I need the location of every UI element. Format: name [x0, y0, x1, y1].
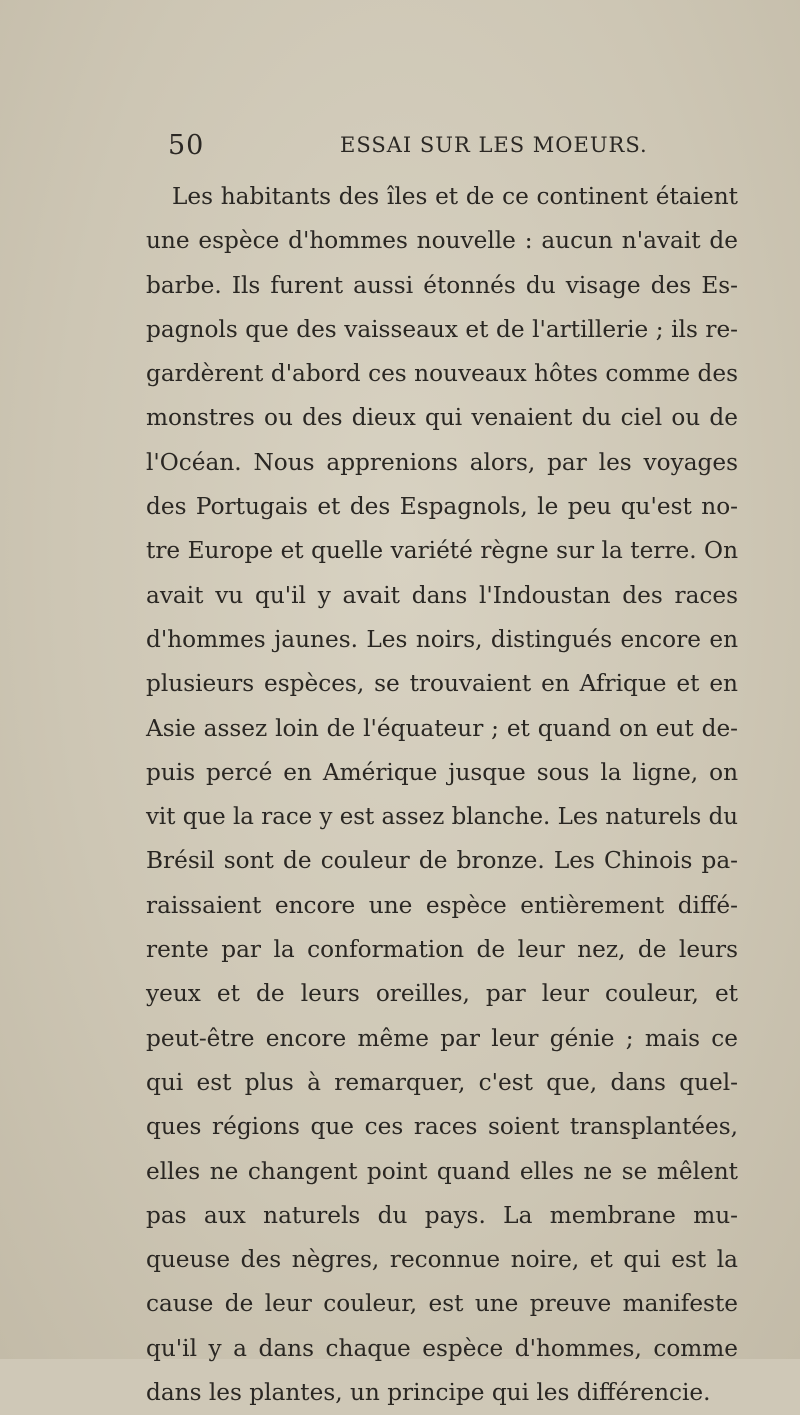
text-line: monstres ou des dieux qui venaient du ciel ou de — [146, 404, 738, 432]
text-line: rente par la conformation de leur nez, de leurs — [146, 936, 738, 964]
body-text — [146, 175, 738, 1415]
text-line: queuse des nègres, reconnue noire, et qui est la — [146, 1246, 738, 1274]
text-line: pas aux naturels du pays. La membrane mu- — [146, 1201, 738, 1229]
running-head — [168, 130, 648, 170]
text-line: gardèrent d'abord ces nouveaux hôtes comme des — [146, 360, 738, 388]
text-line: une espèce d'hommes nouvelle : aucun n'avait de — [146, 227, 738, 255]
running-title: ESSAI SUR LES MOEURS. — [340, 133, 648, 157]
text-line: Brésil sont de couleur de bronze. Les Chinois pa- — [146, 847, 738, 875]
text-line: barbe. Ils furent aussi étonnés du visage des Es- — [146, 271, 738, 299]
text-line: Asie assez loin de l'équateur ; et quand on eut de- — [146, 714, 738, 742]
text-line: cause de leur couleur, est une preuve manifeste — [146, 1290, 738, 1318]
text-line: d'hommes jaunes. Les noirs, distingués encore en — [146, 625, 738, 653]
text-line: dans les plantes, un principe qui les différencie. — [146, 1379, 711, 1407]
text-line: qu'il y a dans chaque espèce d'hommes, comme — [146, 1334, 738, 1362]
text-line: vit que la race y est assez blanche. Les naturels du — [146, 804, 738, 831]
text-line: yeux et de leurs oreilles, par leur couleur, et — [146, 980, 738, 1008]
text-line: qui est plus à remarquer, c'est que, dans quel- — [146, 1068, 738, 1096]
text-line: Les habitants des îles et de ce continent étaient — [172, 183, 738, 210]
text-line: elles ne changent point quand elles ne se mêlent — [146, 1157, 738, 1185]
text-line: tre Europe et quelle variété règne sur la terre. On — [146, 537, 738, 565]
text-line: raissaient encore une espèce entièrement diffé- — [146, 891, 738, 919]
text-line: puis percé en Amérique jusque sous la ligne, on — [146, 758, 738, 786]
text-line: avait vu qu'il y avait dans l'Indoustan des races — [146, 581, 738, 609]
text-line: plusieurs espèces, se trouvaient en Afrique et en — [146, 670, 738, 698]
text-line: ques régions que ces races soient transplantées, — [146, 1113, 738, 1141]
text-line: l'Océan. Nous apprenions alors, par les voyages — [146, 448, 738, 476]
text-line: pagnols que des vaisseaux et de l'artillerie ; ils re- — [146, 315, 738, 343]
page-number: 50 — [168, 130, 205, 161]
text-line: des Portugais et des Espagnols, le peu qu'est no- — [146, 493, 738, 521]
text-line: peut-être encore même par leur génie ; mais ce — [146, 1024, 738, 1052]
